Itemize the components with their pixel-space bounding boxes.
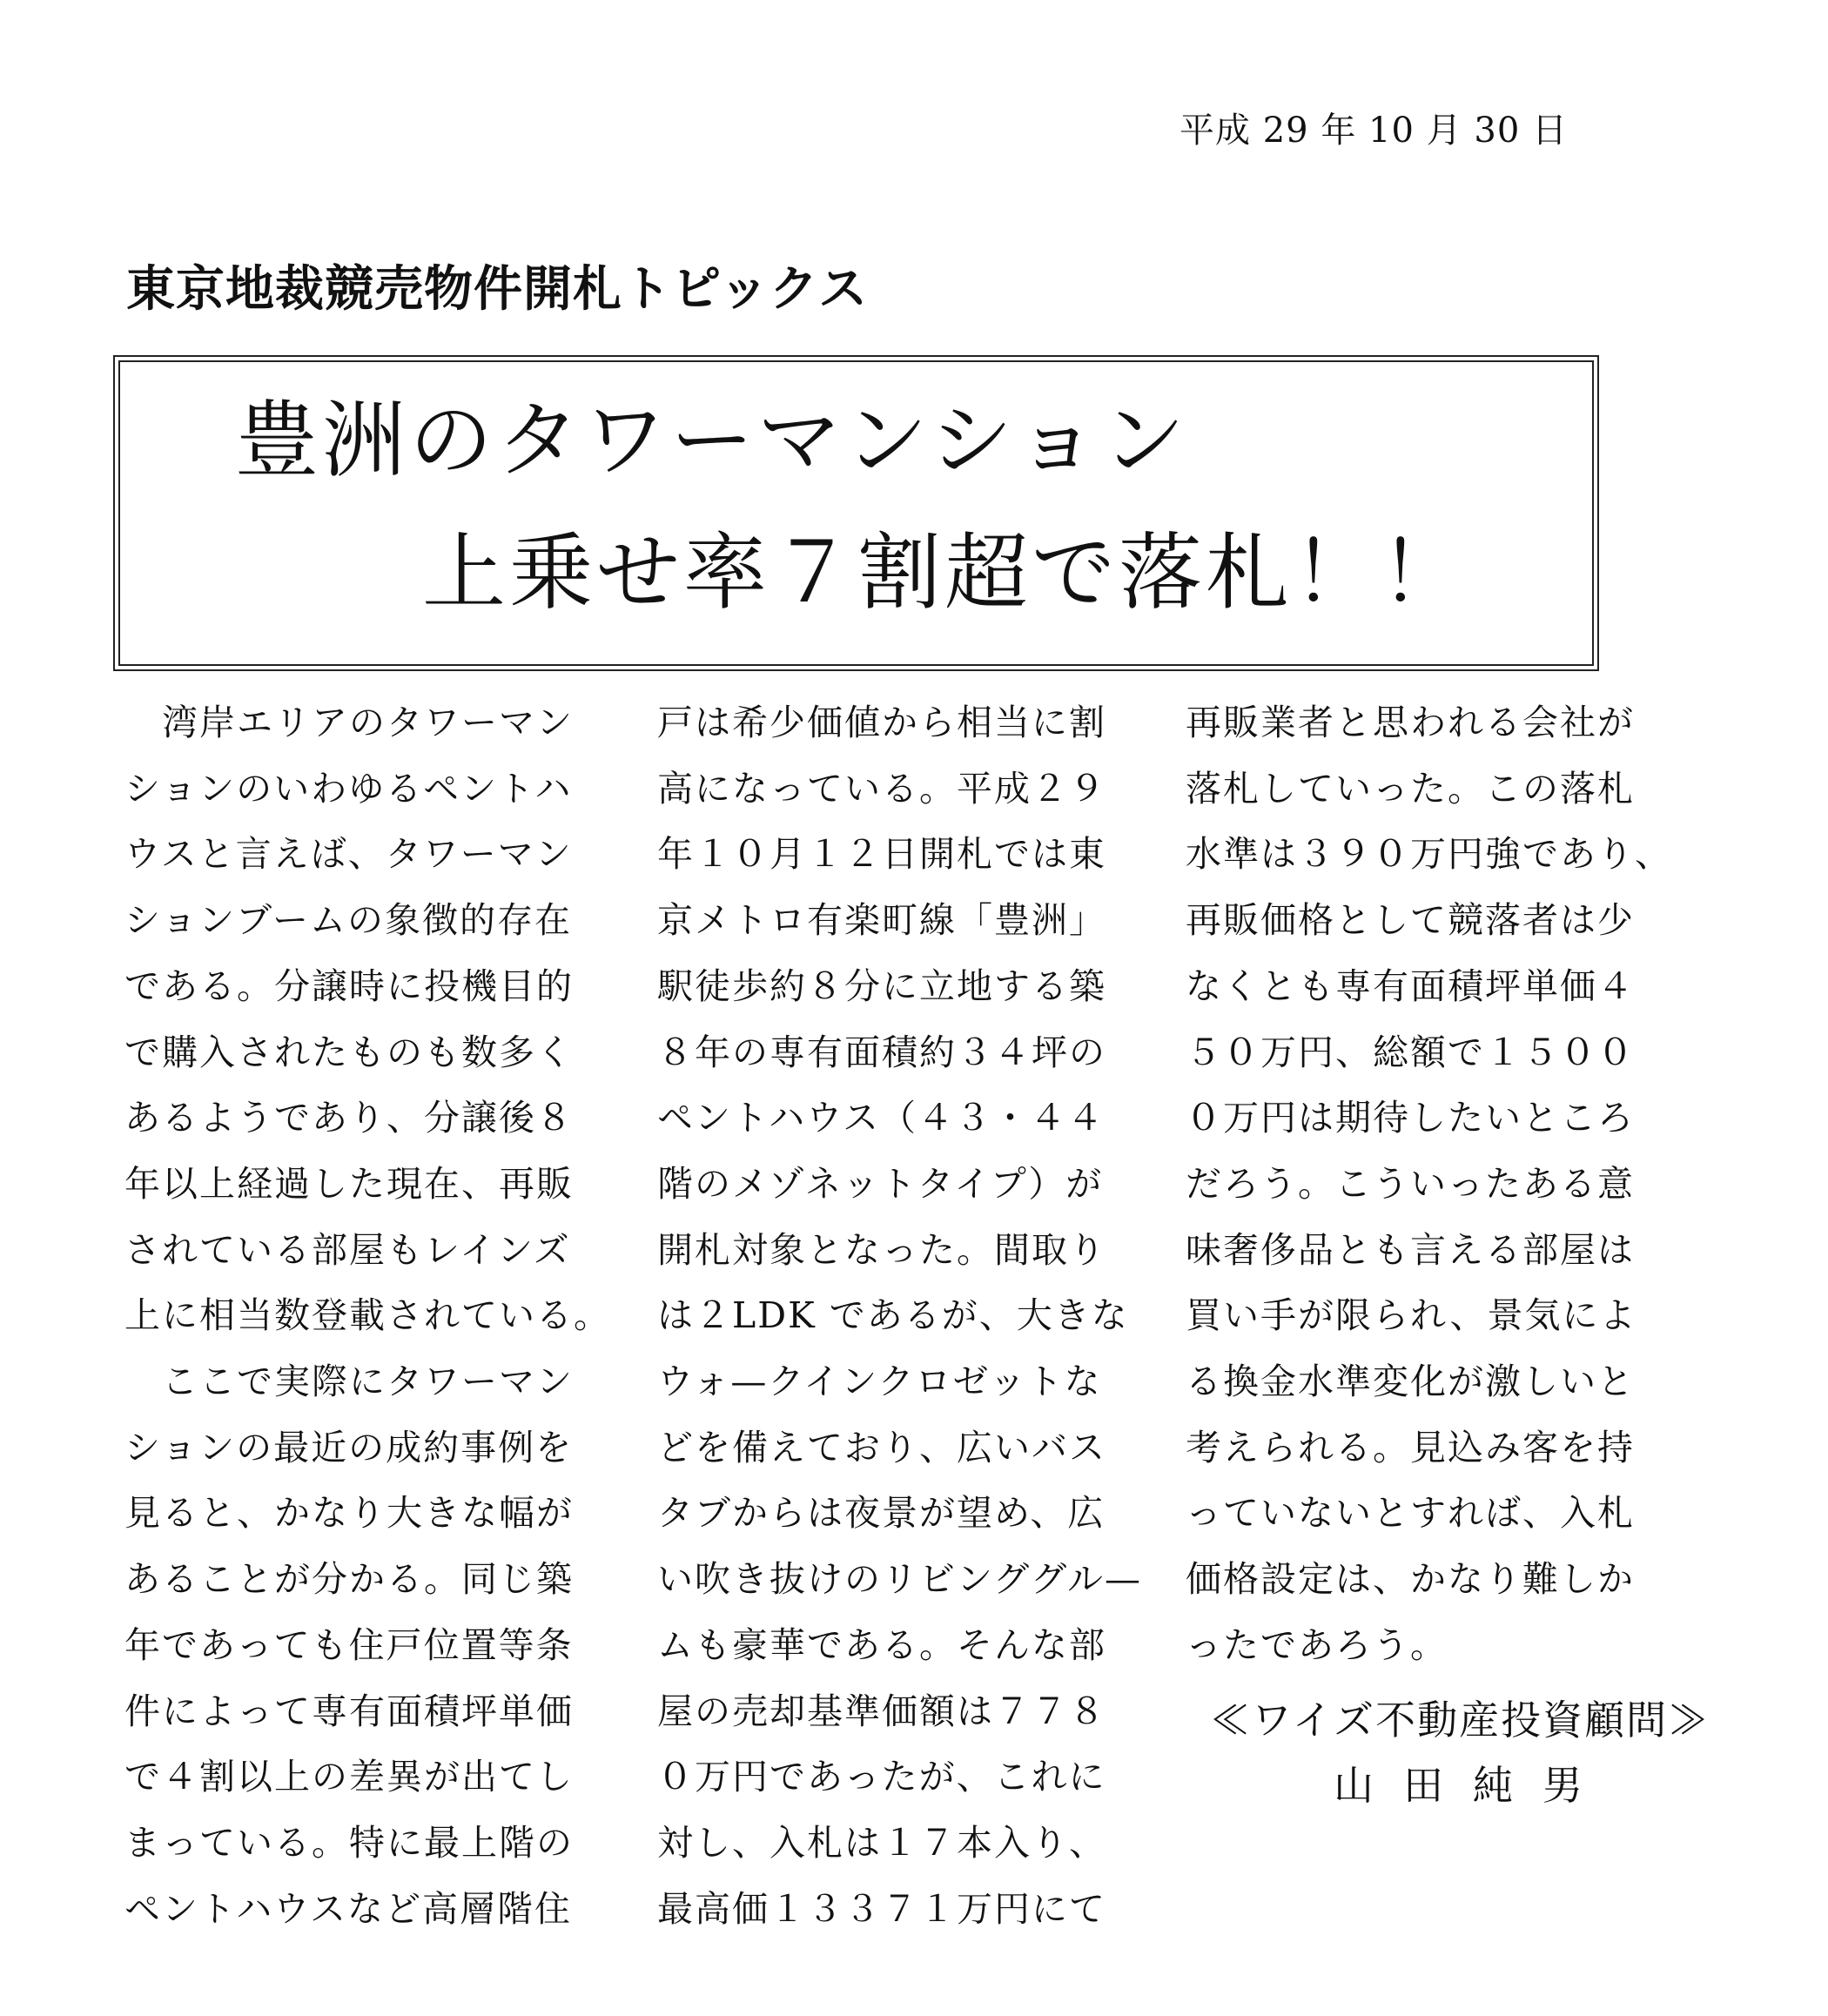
article-line: 再販業者と思われる会社が (1186, 702, 1635, 743)
signature-organization: ≪ワイズ不動産投資顧問≫ (1210, 1697, 1710, 1744)
article-line: 京メトロ有楽町線「豊洲」 (657, 899, 1106, 942)
article-line: ションブームの象徴的存在 (124, 899, 572, 942)
article-line: 高になっている。平成２９ (657, 767, 1106, 810)
document-date: 平成 29 年 10 月 30 日 (1179, 111, 1568, 151)
headline-line-2: 上乗せ率７割超で落札！！ (422, 524, 1467, 622)
article-line: だろう。こういったある意 (1186, 1162, 1635, 1205)
article-line: ここで実際にタワーマン (124, 1361, 574, 1403)
article-line: 味奢侈品とも言える部屋は (1186, 1228, 1635, 1271)
article-line: 件によって専有面積坪単価 (124, 1690, 574, 1732)
article-line: ５０万円、総額で１５００ (1186, 1031, 1635, 1073)
article-line: 再販価格として競落者は少 (1186, 899, 1635, 942)
article-line: 開札対象となった。間取り (657, 1228, 1106, 1271)
article-line: 駅徒歩約８分に立地する築 (657, 964, 1106, 1007)
article-line: ８年の専有面積約３４坪の (657, 1031, 1106, 1073)
article-line: ムも豪華である。そんな部 (657, 1623, 1106, 1666)
article-line: 考えられる。見込み客を持 (1186, 1426, 1635, 1468)
topic-heading: 東京地裁競売物件開札トピックス (126, 261, 869, 318)
article-line: で購入されたものも数多く (124, 1031, 574, 1073)
article-line: 屋の売却基準価額は７７８ (657, 1690, 1106, 1732)
article-line: で４割以上の差異が出てし (124, 1756, 574, 1798)
article-line: 落札していった。この落札 (1186, 767, 1635, 810)
article-line: あるようであり、分譲後８ (124, 1097, 574, 1139)
article-line: どを備えており、広いバス (657, 1426, 1106, 1468)
article-line: まっている。特に最上階の (124, 1821, 574, 1864)
article-line: ションのいわゆるペントハ (124, 767, 573, 810)
article-line: 買い手が限られ、景気によ (1186, 1294, 1637, 1337)
article-line: ペントハウスなど高層階住 (124, 1887, 572, 1930)
article-line: 見ると、かなり大きな幅が (124, 1492, 574, 1535)
article-line: されている部屋もレインズ (124, 1228, 571, 1271)
article-line: い吹き抜けのリビンググル— (657, 1558, 1142, 1601)
article-line: ウォ—クインクロゼットな (657, 1361, 1102, 1403)
article-line: ったであろう。 (1186, 1623, 1448, 1666)
article-line: タブからは夜景が望め、広 (657, 1492, 1106, 1535)
article-line: 上に相当数登載されている。 (124, 1294, 611, 1337)
article-line: 水準は３９０万円強であり、 (1186, 833, 1672, 876)
article-line: 価格設定は、かなり難しか (1186, 1558, 1635, 1601)
article-line: 年以上経過した現在、再販 (124, 1162, 574, 1205)
article-line: なくとも専有面積坪単価４ (1186, 964, 1635, 1007)
article-line: は２LDK であるが、大きな (657, 1294, 1129, 1337)
article-column-3 (1186, 690, 1673, 1679)
article-line: 階のメゾネットタイプ）が (657, 1162, 1104, 1205)
article-column-1 (124, 690, 612, 1942)
article-line: ０万円は期待したいところ (1186, 1097, 1635, 1139)
article-line: 湾岸エリアのタワーマン (124, 702, 574, 743)
article-line: ションの最近の成約事例を (124, 1426, 574, 1468)
article-line: っていないとすれば、入札 (1186, 1492, 1635, 1535)
article-line: あることが分かる。同じ築 (124, 1558, 574, 1601)
article-line: ０万円であったが、これに (657, 1756, 1106, 1798)
article-line: 最高価１３３７１万円にて (657, 1887, 1106, 1930)
article-line: 年であっても住戸位置等条 (124, 1623, 574, 1666)
article-line: ウスと言えば、タワーマン (124, 833, 573, 876)
signature-author: 山田純男 (1334, 1762, 1612, 1809)
article-line: である。分譲時に投機目的 (124, 964, 574, 1007)
article-line: 年１０月１２日開札では東 (657, 833, 1106, 876)
article-line: る換金水準変化が激しいと (1186, 1361, 1635, 1403)
article-line: 対し、入札は１７本入り、 (657, 1821, 1106, 1864)
article-column-2 (657, 690, 1145, 1942)
headline-line-1: 豊洲のタワーマンション (235, 392, 1189, 489)
article-line: ペントハウス（４３・４４ (657, 1097, 1105, 1139)
article-line: 戸は希少価値から相当に割 (657, 702, 1106, 743)
